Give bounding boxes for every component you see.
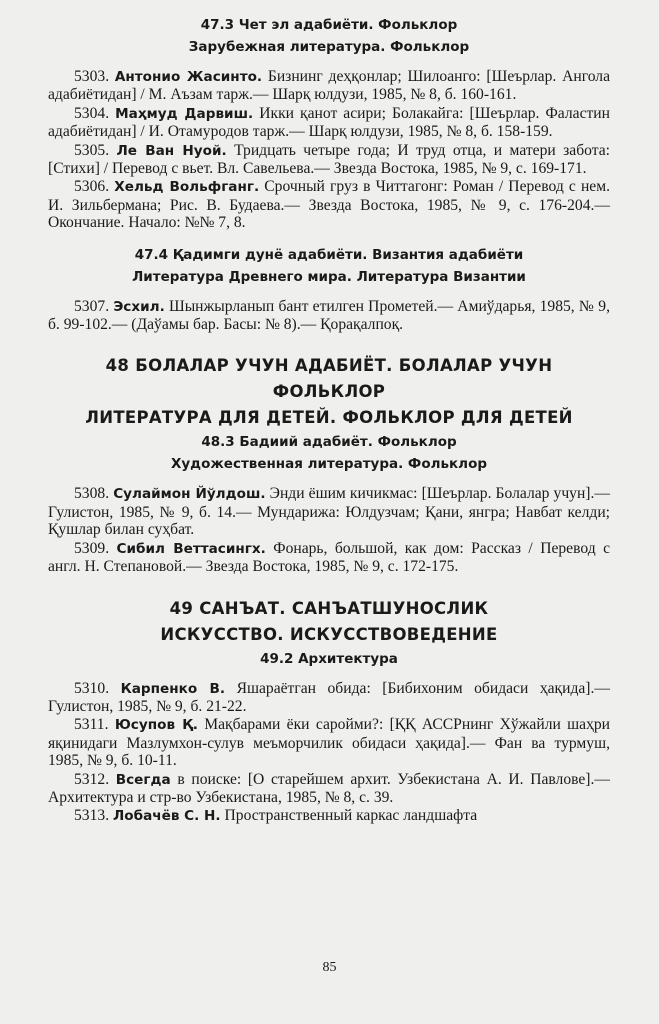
subsection-title-uz: 48.3 Бадиий адабиёт. Фольклор [201, 434, 457, 451]
entry-text: Фонарь, большой, как дом: Рассказ / Перевод с англ. Н. Степановой.— Звезда Востока, 1985, № 9, с. 172-175. [48, 539, 610, 576]
entry-text: Тридцать четыре года; И труд отца, и матери забота: [Стихи] / Перевод с вьет. Вл. Савельева.— Звезда Востока, 1985, № 9, с. 169-171. [48, 141, 610, 178]
entry-number: 5306. [74, 178, 110, 196]
entry-number: 5311. [74, 716, 109, 734]
subsection-title-ru: Литература Древнего мира. Литература Византии [132, 268, 526, 285]
entry-text: Срочный груз в Читтагонг: Роман / Перевод с нем. И. Зильбермана; Рис. В. Будаева.— Звезда Востока, 1985, № 9, с. 176-204.— Окончание. Начало: №№ 7, 8. [48, 178, 610, 232]
bibliography-entry [48, 716, 610, 769]
entry-number: 5304. [74, 104, 110, 122]
entry-author: Карпенко В. [120, 680, 226, 697]
entry-author: Эсхил. [113, 298, 165, 315]
bibliography-entry [48, 298, 610, 334]
entry-text: Пространственный каркас ландшафта [220, 807, 478, 825]
bibliography-entry [48, 105, 610, 141]
bibliography-entry [48, 142, 610, 178]
subsection-title-ru: Художественная литература. Фольклор [170, 456, 488, 473]
entry-author: Юсупов Қ. [114, 717, 198, 734]
entry-number: 5309. [74, 539, 110, 557]
subsection-title-uz: 47.3 Чет эл адабиёти. Фольклор [200, 17, 458, 33]
entry-author: Лобачёв С. Н. [113, 808, 221, 825]
entry-number: 5305. [74, 141, 110, 159]
entry-author: Хельд Вольфганг. [114, 179, 260, 196]
entry-number: 5313. [74, 807, 110, 825]
entry-number: 5312. [74, 770, 110, 788]
entry-text: Бизнинг деҳқонлар; Шилоанго: [Шеърлар. Ангола адабиётидан] / М. Аъзам тарж.— Шарқ юлдузи, 1985, № 8, б. 160-161. [48, 68, 610, 104]
entry-author: Ле Ван Нуой. [116, 142, 227, 159]
entry-text: Яшараётган обида: [Бибихоним обидаси ҳақида].— Гулистон, 1985, № 9, б. 21-22. [48, 679, 610, 715]
entry-text: Мақбарами ёки саройми?: [ҚҚ АССРнинг Хўжайли шаҳри яқинидаги Мазлумхон-сулув меъморчилик обидаси ҳақида].— Фан ва турмуш, 1985, № 9, б. 10-11. [48, 716, 611, 770]
entry-author: Сулаймон Йўлдош. [113, 486, 266, 503]
subsection-title-ru: Зарубежная литература. Фольклор [188, 39, 470, 55]
page-content [48, 14, 610, 826]
bibliography-entry [48, 485, 610, 538]
section-heading-uz: 49 САНЪАТ. САНЪАТШУНОСЛИК [169, 598, 489, 618]
entry-number: 5307. [74, 297, 110, 315]
entry-author: Антонио Жасинто. [114, 69, 263, 85]
entry-text: Икки қанот асири; Болакайга: [Шеърлар. Фаластин адабиётидан] / И. Отамуродов тарж.— Шарқ юлдузи, 1985, № 8, б. 158-159. [48, 104, 610, 141]
bibliography-entry [48, 680, 610, 716]
entry-text: Шынжырланып бант етилген Прометей.— Амиўдарья, 1985, № 9, б. 99-102.— (Даўамы бар. Басы: № 8).— Қорақалпоқ. [48, 297, 610, 334]
bibliography-entry [48, 540, 610, 576]
entry-author: Всегда [115, 771, 171, 788]
section-heading-ru: ЛИТЕРАТУРА ДЛЯ ДЕТЕЙ. ФОЛЬКЛОР ДЛЯ ДЕТЕЙ [85, 408, 573, 428]
section-heading-ru: ИСКУССТВО. ИСКУССТВОВЕДЕНИЕ [160, 624, 498, 644]
page-number: 85 [322, 960, 337, 975]
entry-number: 5310. [74, 679, 110, 697]
bibliography-entry [48, 807, 610, 825]
entry-author: Маҳмуд Дарвиш. [115, 105, 254, 122]
subsection-title-uz: 49.2 Архитектура [260, 650, 398, 667]
entry-text: Энди ёшим кичикмас: [Шеърлар. Болалар учун].— Гулистон, 1985, № 9, б. 14.— Мундарижа: Юлдузчам; Қани, янгра; Навбат келди; Қушлар билан суҳбат. [48, 485, 610, 539]
entry-author: Сибил Веттасингх. [116, 540, 266, 557]
bibliography-entry [48, 771, 610, 807]
bibliography-entry [48, 68, 610, 104]
subsection-title-uz: 47.4 Қадимги дунё адабиёти. Византия адабиёти [134, 246, 524, 263]
bibliography-entry [48, 178, 610, 231]
entry-text: в поиске: [О старейшем архит. Узбекистана А. И. Павлове].— Архитектура и стр-во Узбекистана, 1985, № 8, с. 39. [48, 770, 610, 806]
section-heading-uz: 48 БОЛАЛАР УЧУН АДАБИЁТ. БОЛАЛАР УЧУН ФОЛЬКЛОР [105, 356, 553, 402]
entry-number: 5308. [74, 485, 110, 503]
entry-number: 5303. [74, 68, 110, 85]
